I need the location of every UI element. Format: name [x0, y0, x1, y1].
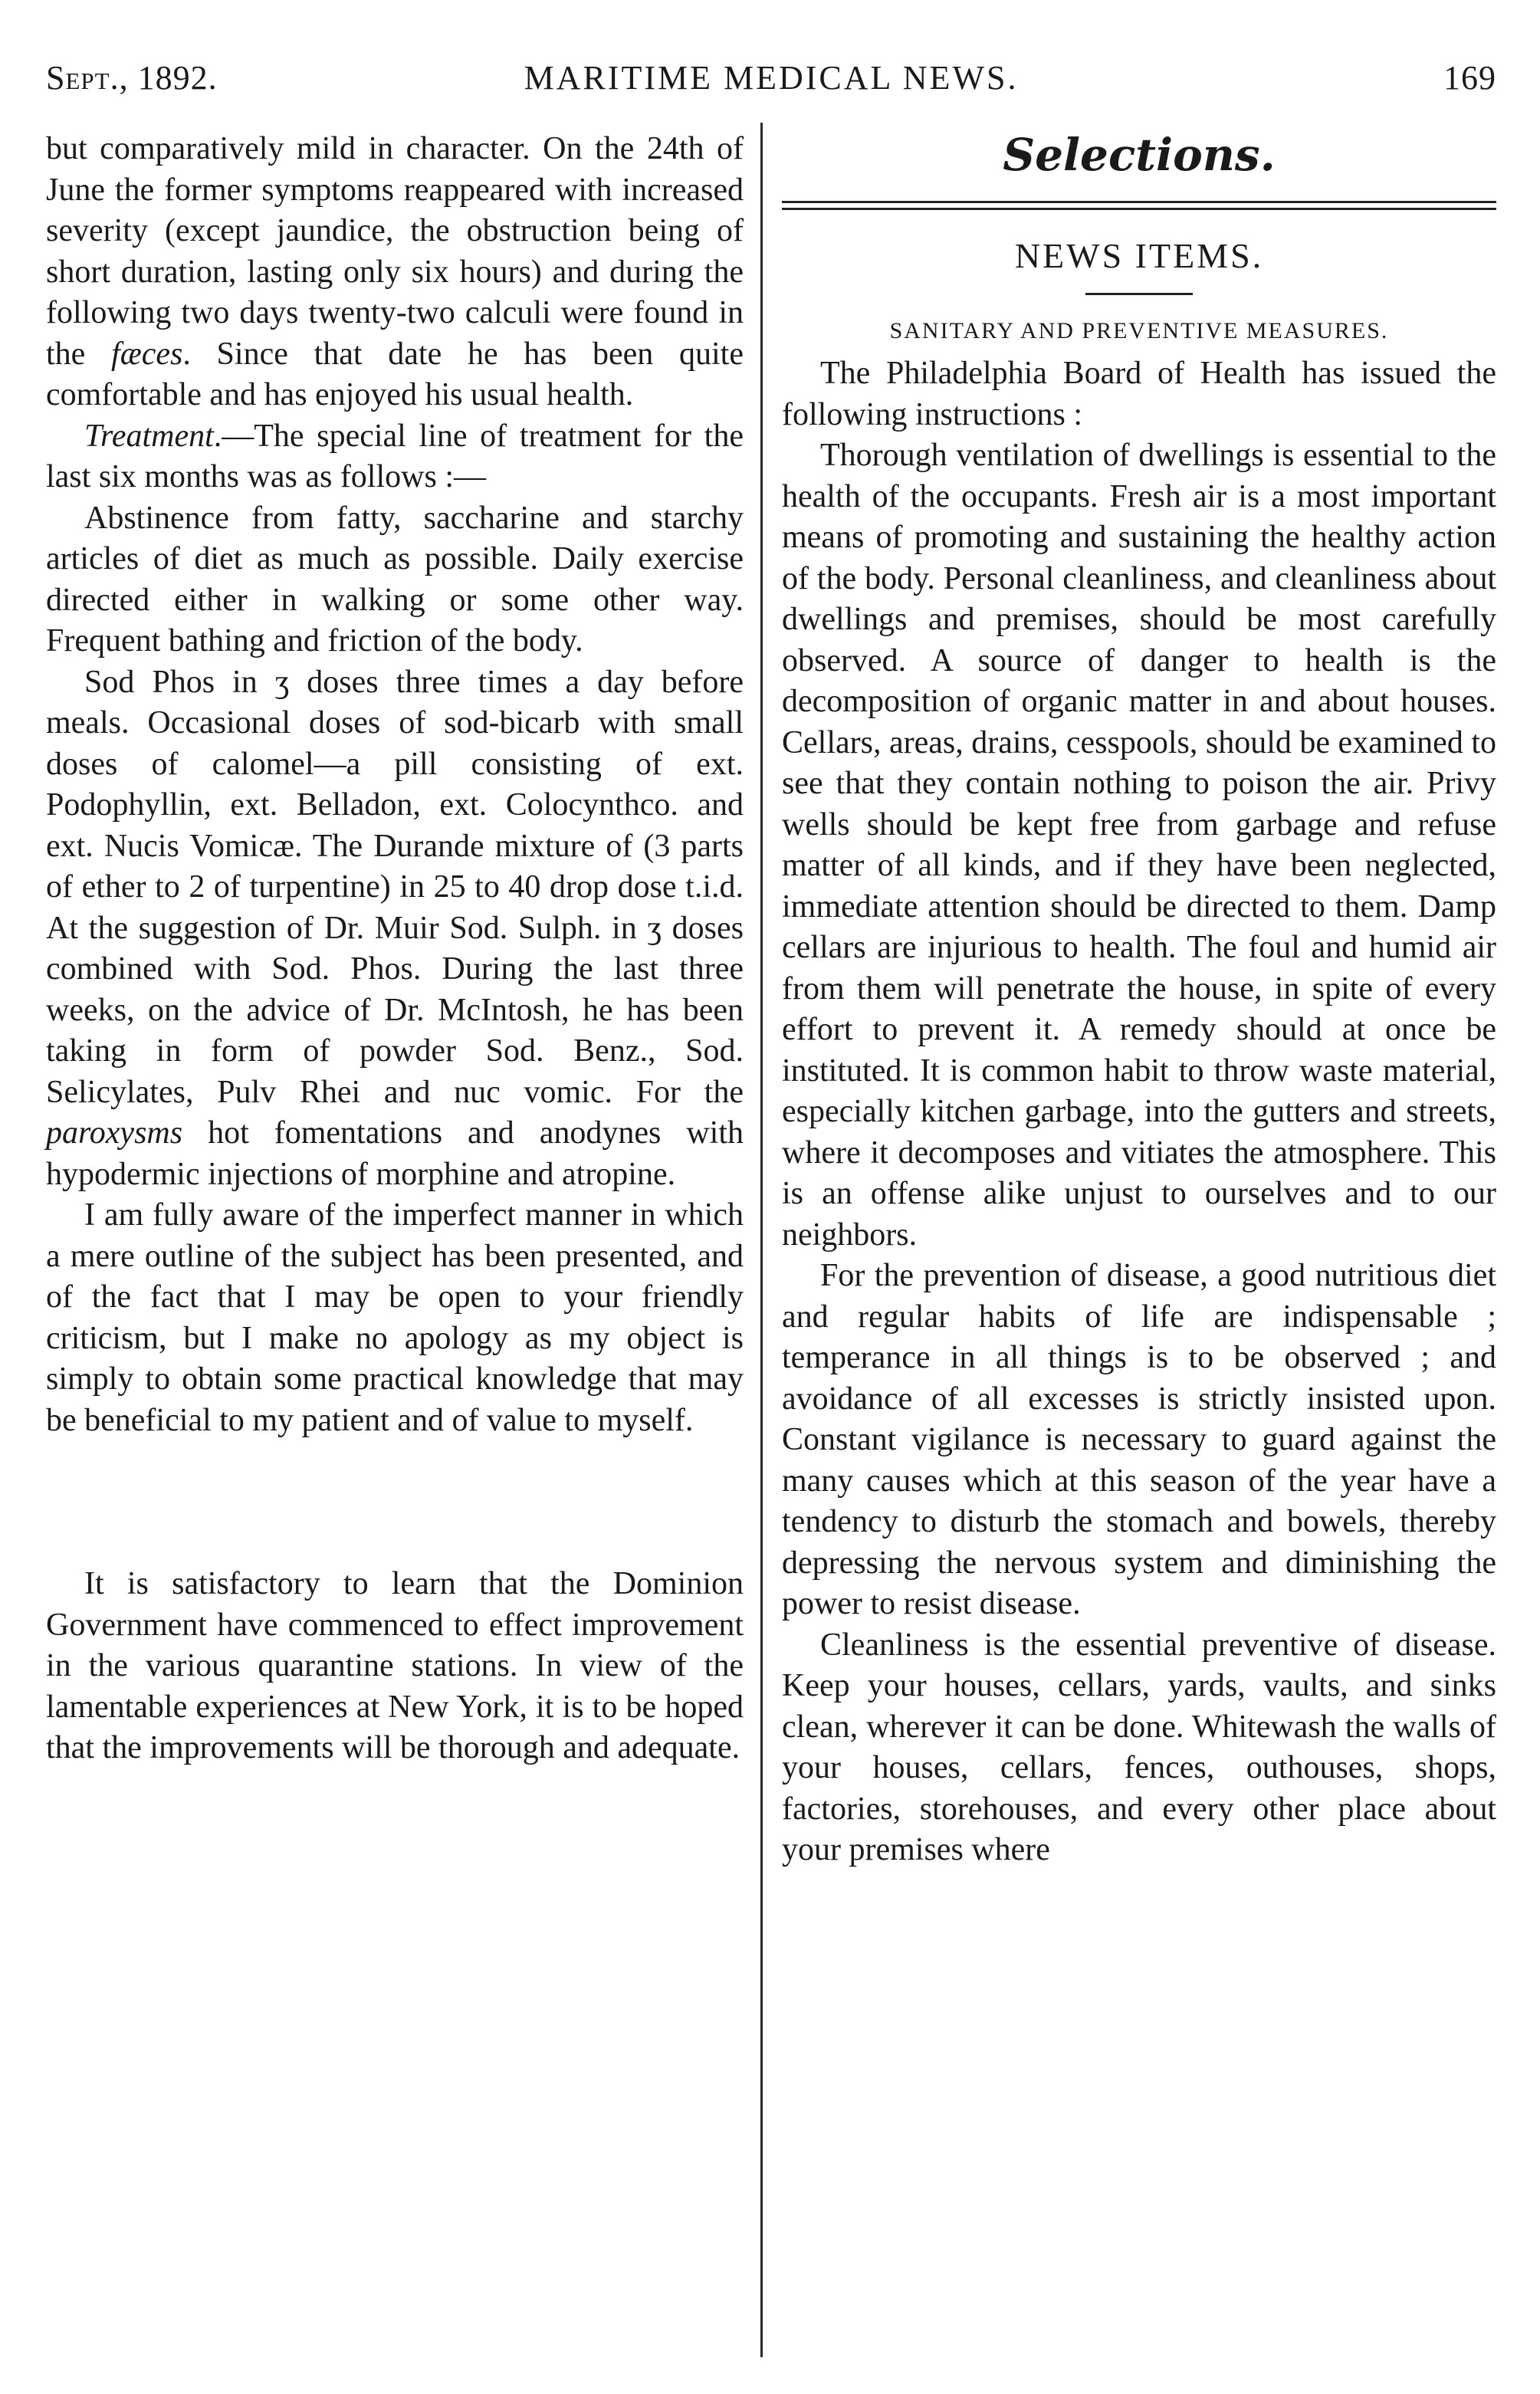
news-items-title: NEWS ITEMS.	[1014, 236, 1264, 275]
left-paragraph-conclusion: I am fully aware of the imperfect manner in which a mere outline of the subject has been presented, and of the fact that I may be open to your friendly criticism, but I make no apology as my object is simply to obtain some practical knowledge that may be beneficial to my patient and of value to myself.	[46, 1197, 744, 1438]
paroxysms-italic: paroxysms	[46, 1115, 183, 1151]
faeces-italic: fæces	[111, 336, 183, 372]
column-divider	[760, 123, 763, 2357]
left-paragraph-sod-phos: Sod Phos in ʒ doses three times a day before meals. Occasional doses of sod-bicarb with small doses of calomel—a pill consisting of ext. Podophyllin, ext. Belladon, ext. Colocynthco. and ext. Nucis Vomicæ. The Durande mixture of (3 parts of ether to 2 of turpentine) in 25 to 40 drop dose t.i.d. At the suggestion of Dr. Muir Sod. Sulph. in ʒ doses combined with Sod. Phos. During the last three weeks, on the advice of Dr. McIntosh, he has been taking in form of powder Sod. Benz., Sod. Selicylates, Pulv Rhei and nuc vomic. For the paroxysms hot fomentations and anodynes with hypodermic injections of morphine and atropine.	[46, 664, 744, 1192]
left-paragraph-abstinence: Abstinence from fatty, saccharine and starchy articles of diet as much as possible. Daily exercise directed either in walking or some other way. Frequent bathing and friction of the body.	[46, 500, 744, 658]
header-page-number: 169	[1443, 59, 1496, 97]
short-rule	[1085, 293, 1193, 295]
right-paragraph-cleanliness: Cleanliness is the essential preventive of disease. Keep your houses, cellars, yards, vaults, and sinks clean, wherever it can be done. Whitewash the walls of your houses, cellars, fences, outhouses, shops, factories, storehouses, and every other place about your premises where	[782, 1627, 1496, 1867]
right-column	[782, 129, 1496, 1871]
treatment-label: Treatment	[84, 418, 214, 454]
right-paragraph-ventilation: Thorough ventilation of dwellings is essential to the health of the occupants. Fresh air is a most important means of promoting and sustaining the healthy action of the body. Personal cleanliness, and cleanliness about dwellings and premises, should be most carefully observed. A source of danger to health is the decomposition of organic matter in and about houses. Cellars, areas, drains, cesspools, should be examined to see that they contain nothing to poison the air. Privy wells should be kept free from garbage and refuse matter of all kinds, and if they have been neglected, immediate attention should be directed to them. Damp cellars are injurious to health. The foul and humid air from them will penetrate the house, in spite of every effort to prevent it. A remedy should at once be instituted. It is common habit to throw waste material, especially kitchen garbage, into the gutters and streets, where it decomposes and vitiates the atmosphere. This is an offense alike unjust to ourselves and to our neighbors.	[782, 438, 1496, 1253]
left-paragraph-1: but comparatively mild in character. On the 24th of June the former symptoms reappeared with increased severity (except jaundice, the obstruction being of short duration, lasting only six hours) and during the following two days twenty-two calculi were found in the fæces. Since that date he has been quite comfortable and has enjoyed his usual health.	[46, 131, 744, 412]
running-header	[46, 38, 1496, 100]
left-column	[46, 129, 744, 1769]
journal-page	[46, 38, 1496, 2361]
left-paragraph-quarantine: It is satisfactory to learn that the Dominion Government have commenced to effect improvement in the various quarantine stations. In view of the lamentable experiences at New York, it is to be hoped that the improvements will be thorough and adequate.	[46, 1566, 744, 1765]
header-journal-title: MARITIME MEDICAL NEWS.	[524, 59, 1019, 97]
header-date: Sept., 1892.	[46, 59, 218, 97]
right-paragraph-1: The Philadelphia Board of Health has issued the following instructions :	[782, 356, 1496, 432]
right-paragraph-prevention: For the prevention of disease, a good nutritious diet and regular habits of life are indispensable ; temperance in all things is to be observed ; and avoidance of all excesses is strictly insisted upon. Constant vigilance is necessary to guard against the many causes which at this season of the year have a tendency to disturb the stomach and bowels, thereby depressing the nervous system and diminishing the power to resist disease.	[782, 1258, 1496, 1621]
double-rule	[782, 201, 1496, 210]
article-subtitle: SANITARY AND PREVENTIVE MEASURES.	[889, 318, 1389, 343]
section-gap	[46, 1441, 744, 1564]
left-paragraph-treatment: Treatment.—The special line of treatment for the last six months was as follows :—	[46, 418, 744, 494]
section-heading-selections: Selections.	[1003, 129, 1276, 181]
